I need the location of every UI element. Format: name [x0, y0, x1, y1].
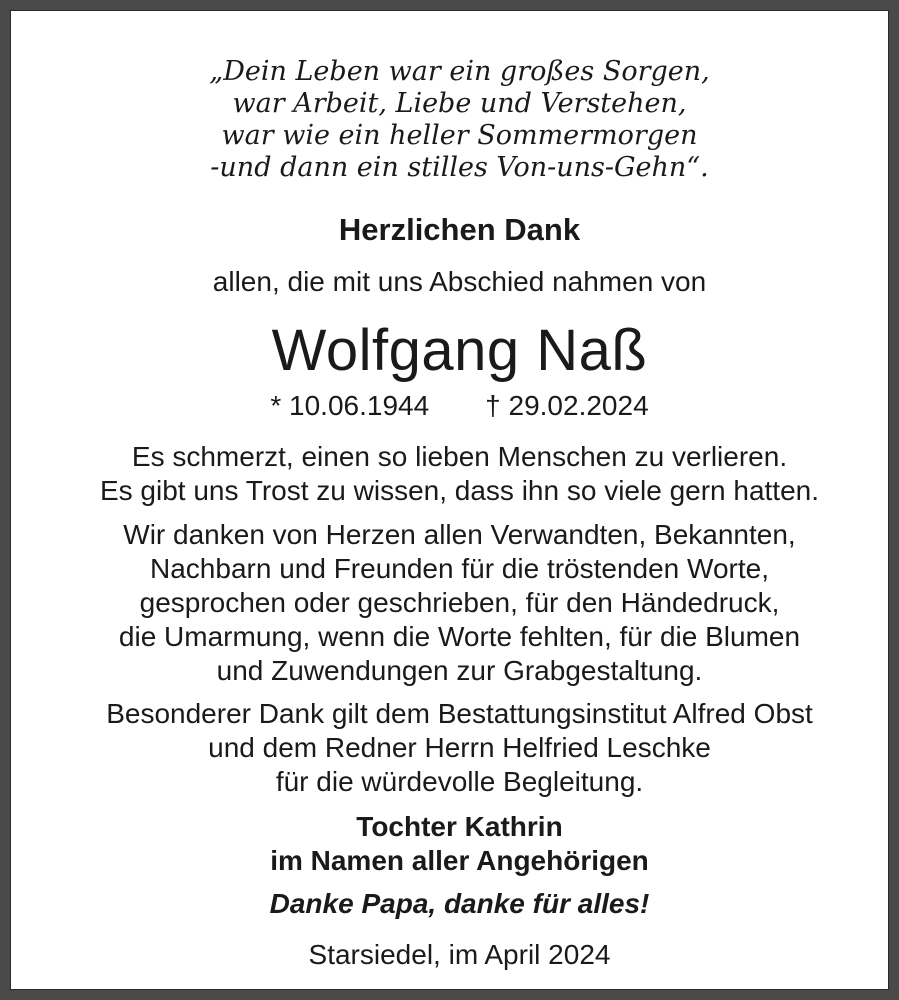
special-thanks-paragraph: [20, 697, 899, 799]
thanks-heading: Herzlichen Dank: [338, 212, 581, 247]
paragraph-line: für die würdevolle Begleitung.: [275, 766, 644, 797]
paragraph-line: Es gibt uns Trost zu wissen, dass ihn so viele gern hatten.: [99, 475, 820, 506]
signature-block: [20, 810, 899, 878]
birth-date: * 10.06.1944: [270, 390, 430, 421]
closing-line: Danke Papa, danke für alles!: [269, 888, 650, 919]
place-date: Starsiedel, im April 2024: [308, 939, 611, 970]
poem-quote: [20, 56, 899, 184]
signature-line: Tochter Kathrin: [356, 811, 563, 842]
poem-line: -und dann ein stilles Von-uns-Gehn“.: [210, 152, 709, 183]
signature-line: im Namen aller Angehörigen: [270, 845, 649, 876]
poem-line: war Arbeit, Liebe und Verstehen,: [232, 88, 687, 119]
paragraph-line: und Zuwendungen zur Grabgestaltung.: [216, 655, 703, 686]
gratitude-paragraph: [20, 518, 899, 688]
life-dates: [20, 388, 899, 424]
paragraph-line: gesprochen oder geschrieben, für den Händedruck,: [139, 587, 780, 618]
poem-line: war wie ein heller Sommermorgen: [221, 120, 698, 151]
thanks-subline: allen, die mit uns Abschied nahmen von: [212, 266, 707, 297]
deceased-name: Wolfgang Naß: [271, 318, 648, 383]
death-date: † 29.02.2024: [485, 390, 649, 421]
paragraph-line: Wir danken von Herzen allen Verwandten, Bekannten,: [123, 519, 796, 550]
paragraph-line: die Umarmung, wenn die Worte fehlten, für die Blumen: [118, 621, 801, 652]
paragraph-line: Besonderer Dank gilt dem Bestattungsinstitut Alfred Obst: [106, 698, 813, 729]
paragraph-line: Nachbarn und Freunden für die tröstenden Worte,: [150, 553, 769, 584]
grief-paragraph: [20, 440, 899, 508]
paragraph-line: und dem Redner Herrn Helfried Leschke: [208, 732, 711, 763]
paragraph-line: Es schmerzt, einen so lieben Menschen zu verlieren.: [131, 441, 788, 472]
poem-line: „Dein Leben war ein großes Sorgen,: [209, 56, 710, 87]
obituary-content: [20, 20, 899, 1000]
